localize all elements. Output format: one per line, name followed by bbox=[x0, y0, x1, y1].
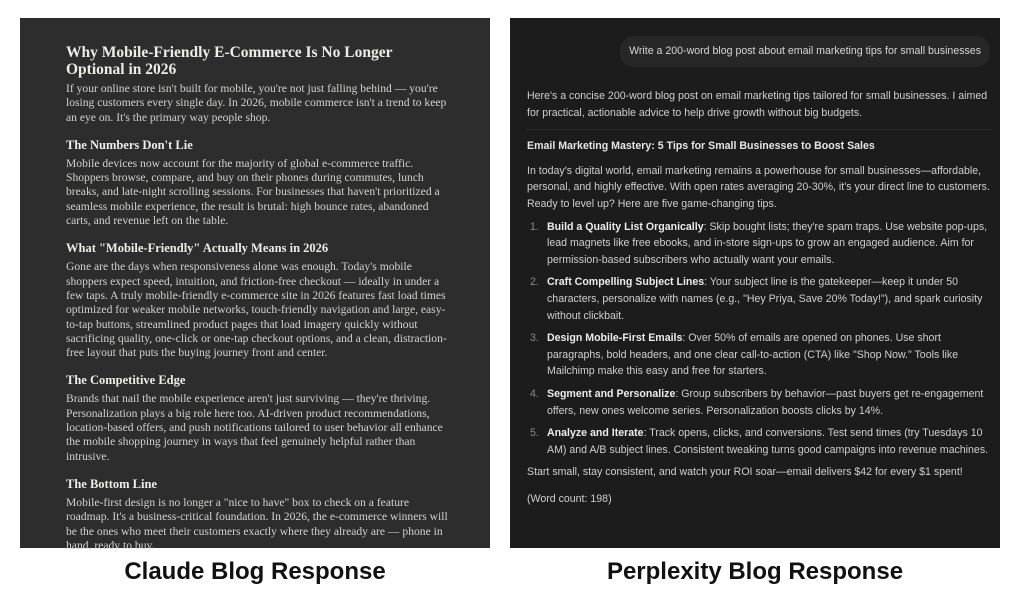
item-text: : Skip bought lists; they're spam traps. Use website pop-ups, lead magnets like free ebooks, and in-store sign-ups to grow an engaged audience. Aim for permission-based subscribers who actually want your emails. bbox=[547, 220, 988, 266]
answer-intro: Here's a concise 200-word blog post on email marketing tips tailored for small businesses. I aimed for practical, actionable advice to help drive growth without big budgets. bbox=[527, 90, 988, 119]
list-item bbox=[527, 274, 992, 324]
section-heading: The Numbers Don't Lie bbox=[66, 137, 193, 152]
caption-perplexity: Perplexity Blog Response bbox=[606, 558, 904, 585]
item-title: Craft Compelling Subject Lines bbox=[547, 276, 705, 289]
item-number: 5. bbox=[530, 427, 539, 440]
list-item bbox=[527, 425, 992, 458]
section-body: Gone are the days when responsiveness alone was enough. Today's mobile shoppers expect speed, intuition, and friction-free checkout — ideally in under a few taps. A truly mobile-friendly e-commerce site in 2026 features fast load times optimized for weaker mobile networks, touch-friendly navigation and large, easy-to-tap buttons, streamlined product pages that load imagery quickly without sacrificing quality, one-click or one-tap checkout options, and a clean, distraction-free layout that puts the buying journey front and center. bbox=[66, 260, 447, 360]
blog-title: Why Mobile-Friendly E-Commerce Is No Longer Optional in 2026 bbox=[66, 44, 393, 78]
word-count: (Word count: 198) bbox=[527, 492, 612, 505]
item-number: 1. bbox=[530, 220, 539, 233]
perplexity-response-panel bbox=[510, 18, 1000, 548]
user-prompt-bubble: Write a 200-word blog post about email marketing tips for small businesses bbox=[620, 36, 990, 67]
section-heading: The Bottom Line bbox=[66, 476, 157, 491]
closing-text: Start small, stay consistent, and watch your ROI soar—email delivers $42 for every $1 spent! bbox=[527, 466, 963, 479]
item-text: : Group subscribers by behavior—past buyers get re-engagement offers, new ones welcome series. Personalization boosts clicks by 14%. bbox=[547, 387, 984, 417]
blog-title: Email Marketing Mastery: 5 Tips for Small Businesses to Boost Sales bbox=[527, 140, 875, 153]
item-text: : Track opens, clicks, and conversions. Test send times (try Tuesdays 10 AM) and A/B subject lines. Consistent tweaking turns good campaigns into revenue machines. bbox=[547, 427, 989, 456]
section-body: Mobile-first design is no longer a "nice to have" box to check on a feature roadmap. It's a business-critical foundation. In 2026, the e-commerce winners will be the ones who meet their customers exactly where they already are — phone in hand, ready to buy. bbox=[66, 495, 448, 552]
list-item bbox=[527, 219, 992, 269]
item-number: 4. bbox=[530, 387, 539, 400]
section-heading: The Competitive Edge bbox=[66, 373, 186, 388]
tips-list bbox=[527, 219, 992, 459]
claude-response-panel bbox=[20, 18, 490, 552]
item-title: Analyze and Iterate bbox=[547, 427, 644, 440]
divider bbox=[527, 129, 992, 130]
caption-claude: Claude Blog Response bbox=[124, 558, 386, 585]
section-body: Mobile devices now account for the majority of global e-commerce traffic. Shoppers browse, compare, and buy on their phones during commutes, lunch breaks, and late-night scrolling sessions. For businesses that haven't prioritized a seamless mobile experience, the result is brutal: high bounce rates, abandoned carts, and revenue left on the table. bbox=[66, 156, 440, 228]
answer-body bbox=[527, 88, 992, 513]
section-body: Brands that nail the mobile experience aren't just surviving — they're thriving. Personalization plays a big role here too. AI-driven product recommendations, location-based offers, and push notifications tailored to user behavior all enhance the mobile shopping journey in ways that feel genuinely helpful rather than intrusive. bbox=[66, 392, 443, 463]
item-title: Design Mobile-First Emails bbox=[547, 332, 683, 345]
blog-intro: If your online store isn't built for mobile, you're not just falling behind — you're losing customers every single day. In 2026, mobile commerce isn't a trend to keep an eye on. It's the primary way people shop. bbox=[66, 82, 447, 124]
item-number: 2. bbox=[530, 276, 539, 289]
item-text: : Your subject line is the gatekeeper—keep it under 50 characters, personalize with names (e.g., "Hey Priya, Save 20% Today!"), and spark curiosity without clickbait. bbox=[547, 276, 983, 322]
list-item bbox=[527, 386, 992, 419]
blog-lead: In today's digital world, email marketing remains a powerhouse for small businesses—affordable, personal, and highly effective. With open rates averaging 20-30%, it's your direct line to customers. Ready to level up? Here are five game-changing tips. bbox=[527, 164, 990, 210]
item-title: Build a Quality List Organically bbox=[547, 220, 704, 233]
list-item bbox=[527, 330, 992, 380]
item-number: 3. bbox=[530, 332, 539, 345]
section-heading: What "Mobile-Friendly" Actually Means in 2026 bbox=[66, 241, 329, 256]
item-title: Segment and Personalize bbox=[547, 387, 676, 400]
item-text: : Over 50% of emails are opened on phones. Use short paragraphs, bold headers, and one clear call-to-action (CTA) like "Shop Now." Tools like Mailchimp make this easy and free for starters. bbox=[547, 332, 959, 378]
